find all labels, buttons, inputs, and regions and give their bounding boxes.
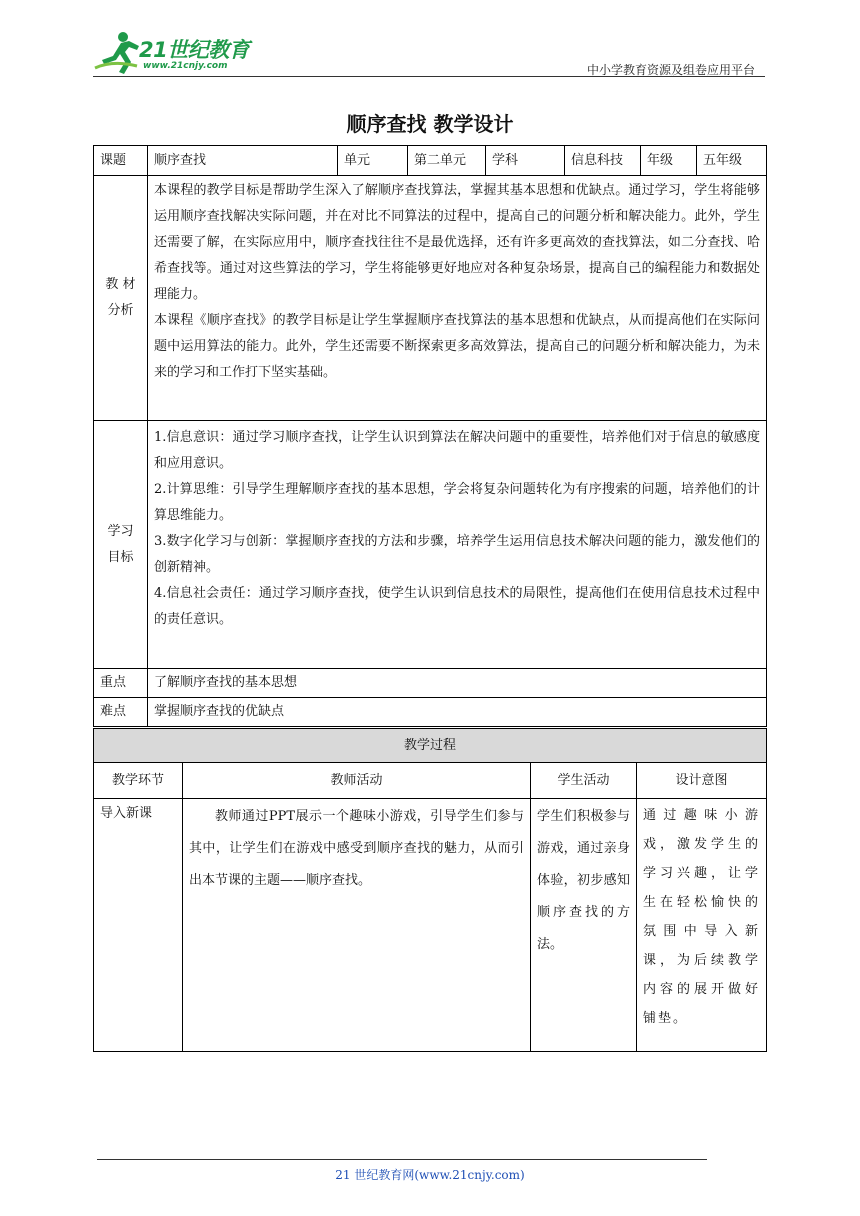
column-header: 教学环节 (94, 763, 183, 799)
subject-value: 信息科技 (565, 146, 641, 176)
difficult-point-label: 难点 (94, 698, 148, 727)
objective-item: 1.信息意识：通过学习顺序查找，让学生认识到算法在解决问题中的重要性，培养他们对于信息的敏感度和应用意识。 (154, 430, 760, 471)
page-header (93, 28, 765, 78)
column-header: 设计意图 (637, 763, 767, 799)
objectives-row (94, 421, 767, 669)
key-point-value: 了解顺序查找的基本思想 (148, 669, 767, 698)
student-activity-cell: 学生们积极参与游戏，通过亲身体验，初步感知顺序查找的方法。 (531, 799, 637, 1052)
grade-label: 年级 (641, 146, 697, 176)
objectives-content (148, 421, 767, 669)
teacher-activity-cell: 教师通过PPT展示一个趣味小游戏，引导学生们参与其中，让学生们在游戏中感受到顺序查找的魅力，从而引出本节课的主题——顺序查找。 (183, 799, 531, 1052)
design-intent-cell: 通过趣味小游戏，激发学生的学习兴趣，让学生在轻松愉快的氛围中导入新课，为后续教学内容的展开做好铺垫。 (637, 799, 767, 1052)
unit-label: 单元 (338, 146, 408, 176)
analysis-row (94, 176, 767, 421)
analysis-paragraph: 本课程《顺序查找》的教学目标是让学生掌握顺序查找算法的基本思想和优缺点，从而提高他们在实际问题中运用算法的能力。此外，学生还需要不断探索更多高效算法，提高自己的问题分析和解决能力，为未来的学习和工作打下坚实基础。 (154, 313, 760, 380)
objectives-label: 学习 目标 (94, 421, 148, 669)
key-point-row (94, 669, 767, 698)
key-point-label: 重点 (94, 669, 148, 698)
objective-item: 2.计算思维：引导学生理解顺序查找的基本思想，学会将复杂问题转化为有序搜索的问题，培养他们的计算思维能力。 (154, 482, 760, 523)
objective-item: 4.信息社会责任：通过学习顺序查找，使学生认识到信息技术的局限性，提高他们在使用信息技术过程中的责任意识。 (154, 586, 760, 627)
stage-cell: 导入新课 (94, 799, 183, 1052)
process-table (93, 728, 767, 1052)
grade-value: 五年级 (697, 146, 767, 176)
analysis-content (148, 176, 767, 421)
logo-url: www.21cnjy.com (143, 61, 228, 71)
header-divider (93, 76, 765, 77)
process-header-row (94, 763, 767, 799)
difficult-point-value: 掌握顺序查找的优缺点 (148, 698, 767, 727)
analysis-label: 教 材 分析 (94, 176, 148, 421)
process-row (94, 799, 767, 1052)
process-title: 教学过程 (94, 729, 767, 763)
course-label: 课题 (94, 146, 148, 176)
unit-value: 第二单元 (408, 146, 486, 176)
runner-icon (93, 30, 141, 76)
analysis-paragraph: 本课程的教学目标是帮助学生深入了解顺序查找算法，掌握其基本思想和优缺点。通过学习，学生将能够运用顺序查找解决实际问题，并在对比不同算法的过程中，提高自己的问题分析和解决能力。此外，学生还需要了解，在实际应用中，顺序查找往往不是最优选择，还有许多更高效的查找算法，如二分查找、哈希查找等。通过对这些算法的学习，学生将能够更好地应对各种复杂场景，提高自己的编程能力和数据处理能力。 (154, 183, 760, 302)
difficult-point-row (94, 698, 767, 727)
page-title: 顺序查找 教学设计 (346, 112, 514, 136)
column-header: 教师活动 (183, 763, 531, 799)
logo (93, 28, 293, 78)
objective-item: 3.数字化学习与创新：掌握顺序查找的方法和步骤，培养学生运用信息技术解决问题的能力，激发他们的创新精神。 (154, 534, 760, 575)
platform-name: 中小学教育资源及组卷应用平台 (586, 63, 755, 77)
info-row (94, 146, 767, 176)
footer-text: 21 世纪教育网(www.21cnjy.com) (335, 1168, 525, 1182)
footer-divider (97, 1159, 707, 1160)
subject-label: 学科 (486, 146, 565, 176)
course-value: 顺序查找 (148, 146, 338, 176)
lesson-info-table (93, 145, 767, 727)
process-title-row (94, 729, 767, 763)
logo-text: 21世纪教育 (139, 38, 250, 62)
column-header: 学生活动 (531, 763, 637, 799)
